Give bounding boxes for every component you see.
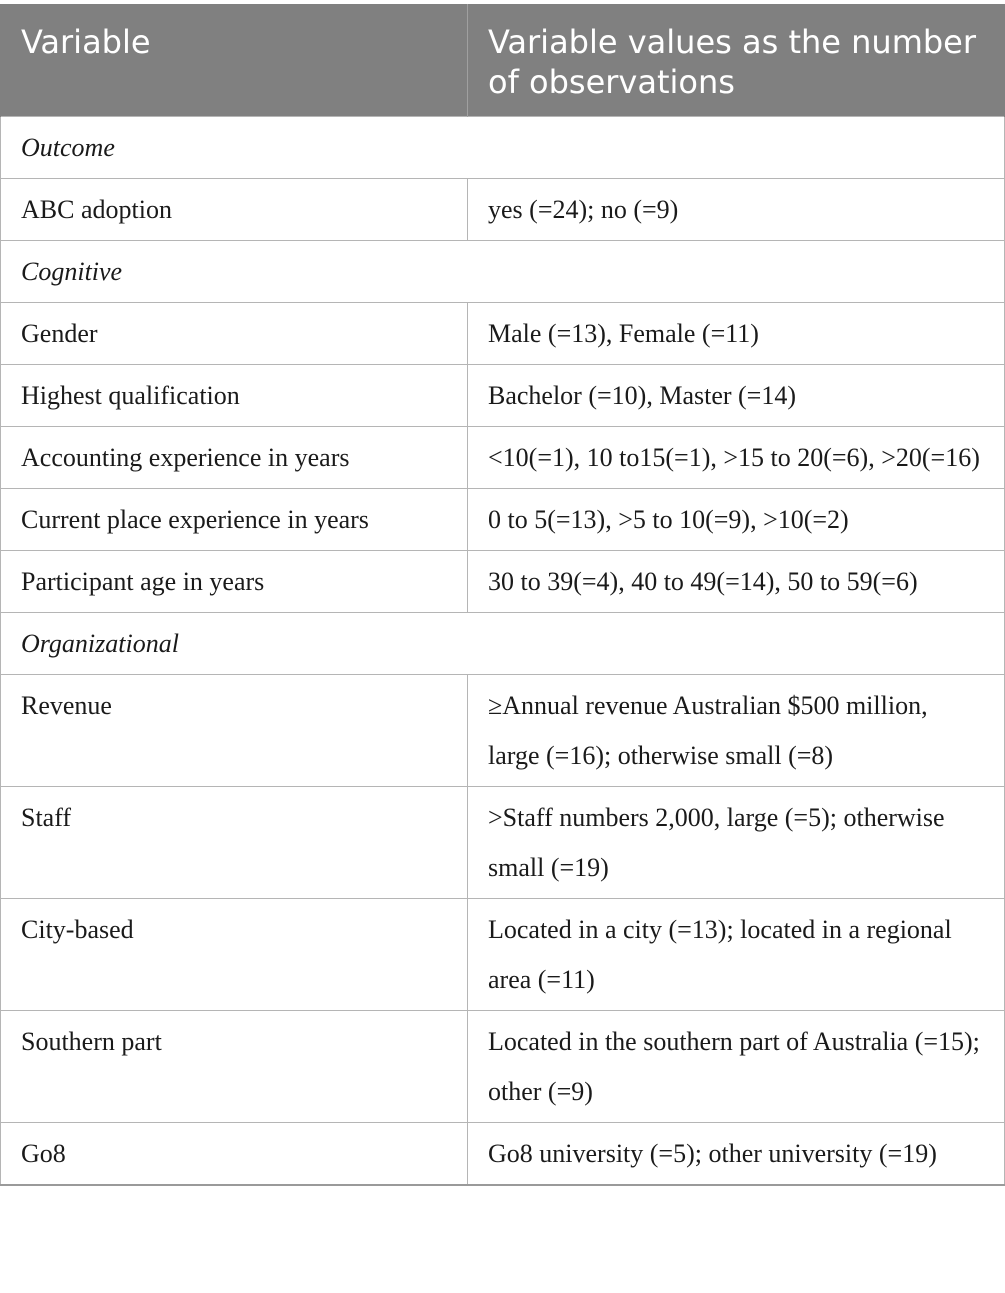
table-row: [1, 551, 1005, 613]
values-cell: Bachelor (=10), Master (=14): [468, 365, 1005, 427]
table-row: [1, 365, 1005, 427]
values-cell: Male (=13), Female (=11): [468, 303, 1005, 365]
variable-cell: Staff: [1, 787, 468, 899]
variable-cell: Gender: [1, 303, 468, 365]
variable-cell: Revenue: [1, 675, 468, 787]
section-row-organizational: [1, 613, 1005, 675]
header-values: Variable values as the number of observations: [468, 4, 1005, 117]
values-cell: yes (=24); no (=9): [468, 179, 1005, 241]
variable-cell: Go8: [1, 1123, 468, 1186]
values-cell: >Staff numbers 2,000, large (=5); otherwise small (=19): [468, 787, 1005, 899]
section-title: Outcome: [1, 117, 1005, 179]
table-row: [1, 1123, 1005, 1186]
variable-cell: Current place experience in years: [1, 489, 468, 551]
table-header: [1, 4, 1005, 117]
variable-cell: City-based: [1, 899, 468, 1011]
variable-cell: Participant age in years: [1, 551, 468, 613]
table-row: [1, 899, 1005, 1011]
table-row: [1, 787, 1005, 899]
section-title: Organizational: [1, 613, 1005, 675]
variable-cell: ABC adoption: [1, 179, 468, 241]
values-cell: Go8 university (=5); other university (=19): [468, 1123, 1005, 1186]
table-row: [1, 675, 1005, 787]
variable-cell: Accounting experience in years: [1, 427, 468, 489]
values-cell: <10(=1), 10 to15(=1), >15 to 20(=6), >20(=16): [468, 427, 1005, 489]
section-row-cognitive: [1, 241, 1005, 303]
table-row: [1, 427, 1005, 489]
table-row: [1, 489, 1005, 551]
variable-cell: Southern part: [1, 1011, 468, 1123]
data-table: [0, 4, 1005, 1186]
table-body: [1, 117, 1005, 1186]
table-row: [1, 179, 1005, 241]
values-cell: 0 to 5(=13), >5 to 10(=9), >10(=2): [468, 489, 1005, 551]
values-cell: Located in a city (=13); located in a regional area (=11): [468, 899, 1005, 1011]
table-row: [1, 1011, 1005, 1123]
header-row: [1, 4, 1005, 117]
header-variable: Variable: [1, 4, 468, 117]
values-cell: ≥Annual revenue Australian $500 million, large (=16); otherwise small (=8): [468, 675, 1005, 787]
table-row: [1, 303, 1005, 365]
values-cell: 30 to 39(=4), 40 to 49(=14), 50 to 59(=6): [468, 551, 1005, 613]
section-title: Cognitive: [1, 241, 1005, 303]
values-cell: Located in the southern part of Australia (=15); other (=9): [468, 1011, 1005, 1123]
variable-cell: Highest qualification: [1, 365, 468, 427]
section-row-outcome: [1, 117, 1005, 179]
